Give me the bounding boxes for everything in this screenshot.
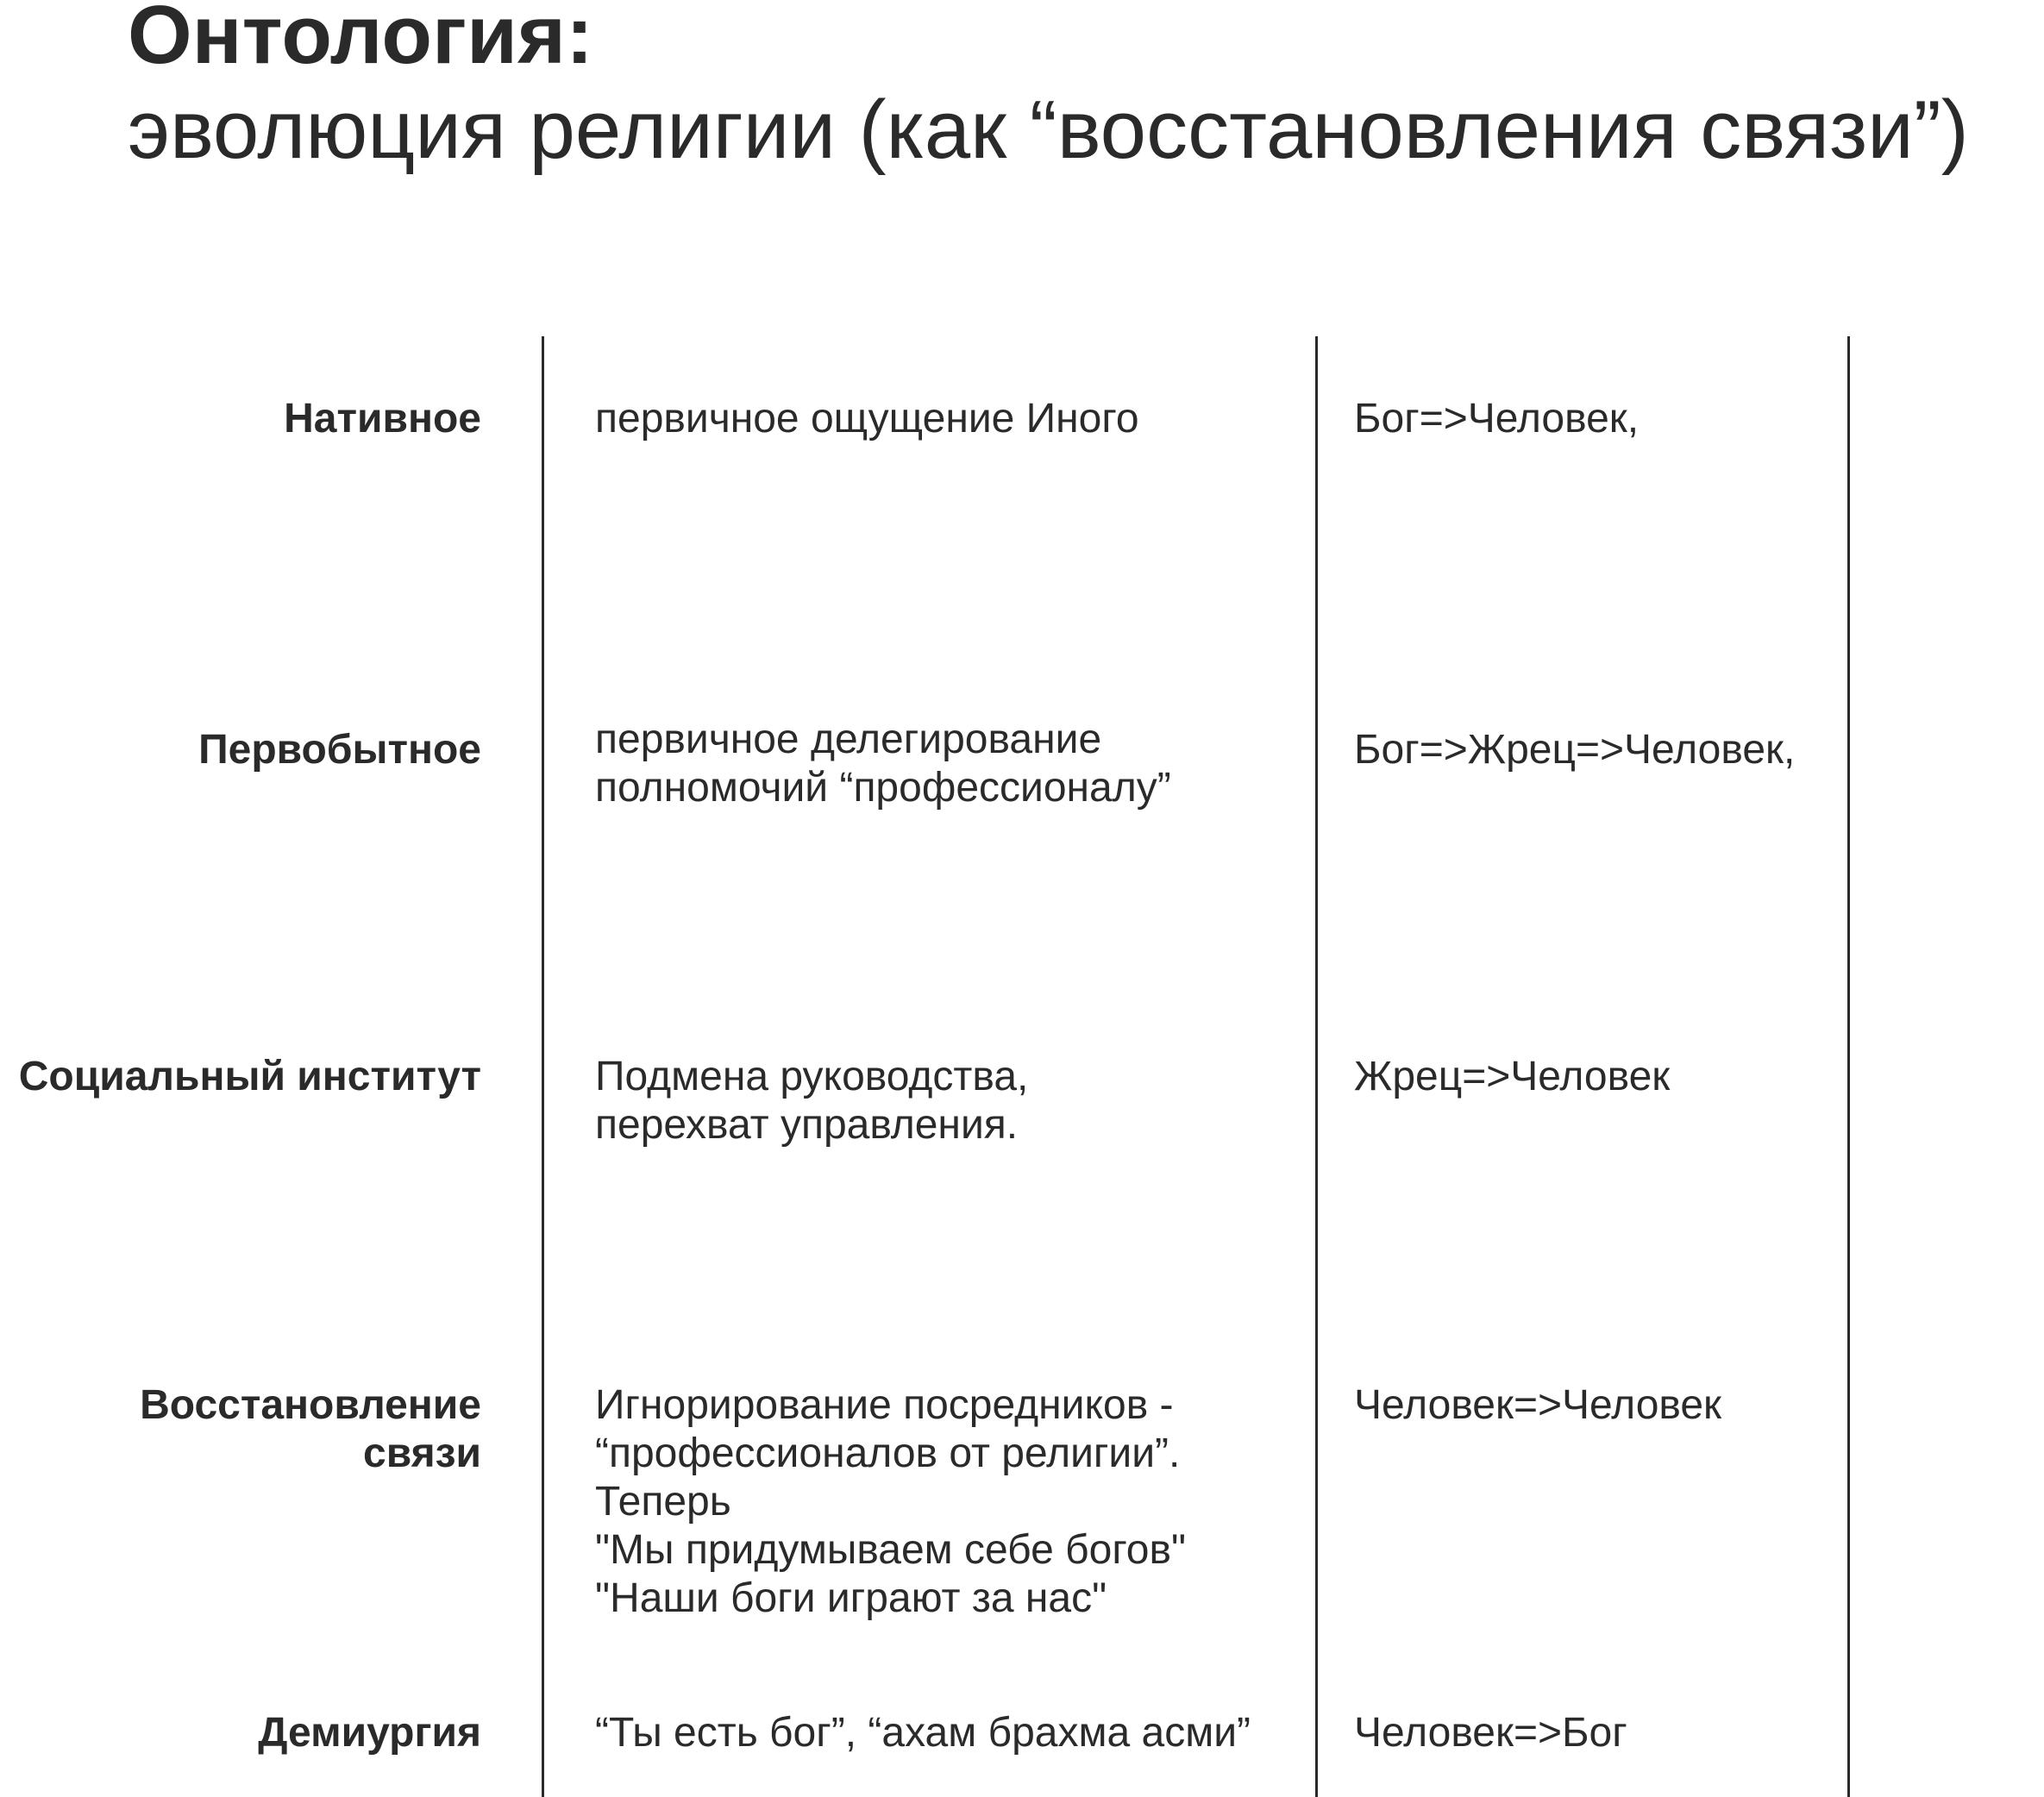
stage-formula: Бог=>Человек, xyxy=(1354,396,1640,441)
stage-description: первичное делегирование полномочий “профессионалу” xyxy=(595,717,1171,811)
page-title: Онтология: xyxy=(128,0,593,81)
stage-label: Нативное xyxy=(284,396,481,441)
stage-description: первичное ощущение Иного xyxy=(595,396,1139,441)
stage-label: Демиургия xyxy=(258,1710,481,1756)
stage-formula: Жрец=>Человек xyxy=(1354,1054,1671,1099)
stage-formula: Человек=>Человек xyxy=(1354,1382,1722,1428)
stage-formula: Человек=>Бог xyxy=(1354,1710,1627,1756)
stage-description: Игнорирование посредников - “профессионалов от религии”. Теперь "Мы придумываем себе богов" "Наши боги играют за нас" xyxy=(595,1382,1187,1621)
stage-label: Первобытное xyxy=(198,727,481,773)
stage-label: Социальный институт xyxy=(18,1054,481,1099)
column-divider-2 xyxy=(1315,336,1318,1797)
stage-description: Подмена руководства, перехват управления. xyxy=(595,1054,1029,1148)
stage-description: “Ты есть бог”, “ахам брахма асми” xyxy=(595,1710,1251,1756)
column-divider-3 xyxy=(1847,336,1850,1797)
stage-label: Восстановление связи xyxy=(140,1382,481,1476)
column-divider-1 xyxy=(542,336,544,1797)
page-subtitle: эволюция религии (как “восстановления связи”) xyxy=(128,84,1969,176)
stage-formula: Бог=>Жрец=>Человек, xyxy=(1354,727,1796,773)
